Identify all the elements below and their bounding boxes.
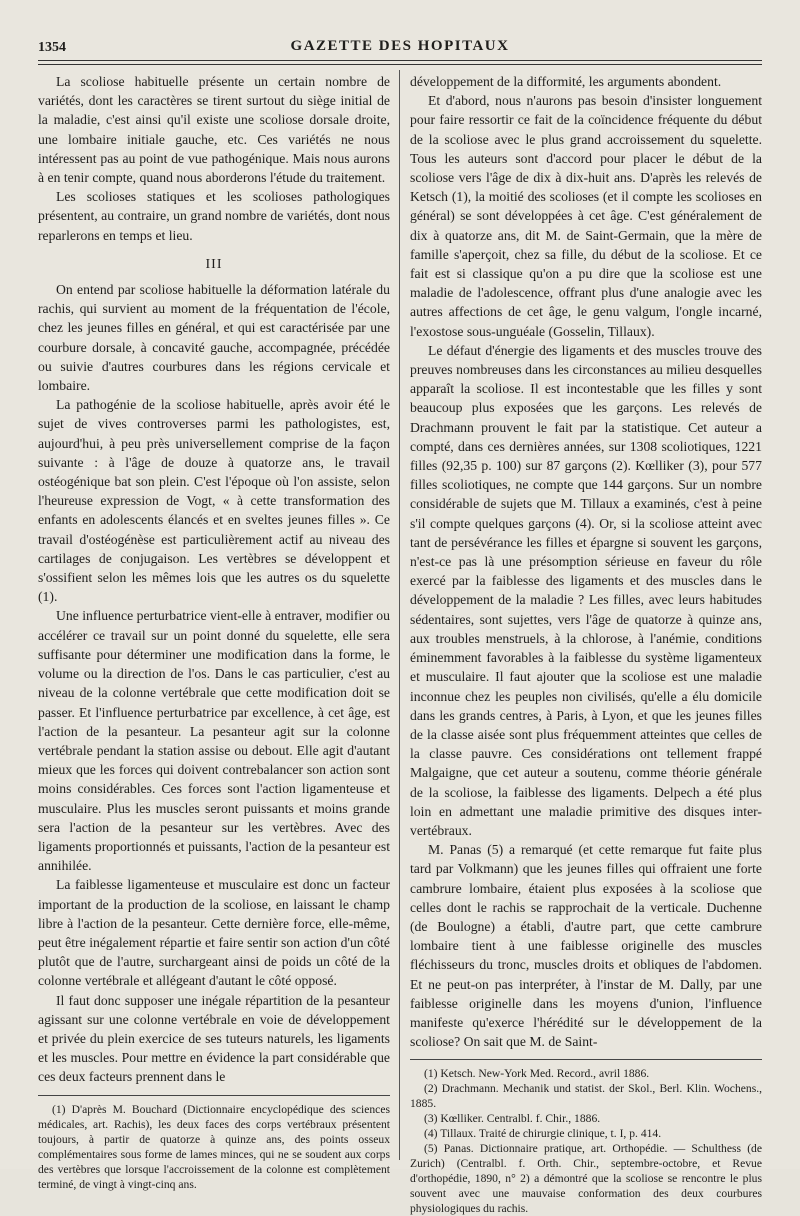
footnote: (1) Ketsch. New-York Med. Record., avril 1886. bbox=[424, 1067, 650, 1081]
paragraph: Une influence perturbatrice vient-elle à entraver, modifier ou accélérer ce travail sur un point donné du squelette, elle sera suffisante pour déterminer une modification dans la forme, le volume ou la direction de l'os. Dans le cas particulier, c'est au niveau de la colonne vertébrale que cette modification doit se passer. Et l'influence perturbatrice par excellence, à cet âge, est l'action de la pesanteur. La pesanteur agit sur la colonne vertébrale pendant la station assise ou debout. Elle agit d'autant mieux que les forces qui doivent contrebalancer son action sont moins considérables. Ces forces sont l'action ligamenteuse et musculaire. Plus les muscles seront puissants et moins grande sera l'action de la pesanteur sur les vertèbres. Avec des ligaments proportionnés et puissants, l'action de la pesanteur est annihilée. bbox=[38, 608, 390, 874]
paragraph: Les scolioses statiques et les scolioses pathologiques présentent, au contraire, un grand nombre de variétés, dont nous reparlerons en temps et lieu. bbox=[38, 189, 390, 243]
footnote: (2) Drachmann. Mechanik und statist. der Skol., Berl. Klin. Wochens., 1885. bbox=[410, 1082, 762, 1111]
paragraph: La faiblesse ligamenteuse et musculaire est donc un facteur important de la production de la scoliose, en laissant le champ libre à l'action de la pesanteur. Cette dernière force, elle-même, peut être inégalement répartie et faire sentir son action d'un côté plutôt que de l'autre, surchargeant ainsi de poids un côté de la colonne vertébrale et allégeant d'autant le côté opposé. bbox=[38, 877, 390, 989]
footnote: (1) D'après M. Bouchard (Dictionnaire encyclopédique des sciences médicales, art. Rachis), les deux faces des corps vertébraux présentent toujours, à partir de quatorze à quinze ans, des points osseux complémentaires sous forme de lames minces, qui ne se soudent aux corps des vertèbres que lorsque l'accroissement de la colonne est complètement terminé, de vingt à vingt-cinq ans. bbox=[38, 1102, 390, 1191]
footnote: (3) Kœlliker. Centralbl. f. Chir., 1886. bbox=[424, 1112, 601, 1126]
journal-title: GAZETTE DES HOPITAUX bbox=[290, 38, 510, 54]
paragraph: La pathogénie de la scoliose habituelle, après avoir été le sujet de vives controverses parmi les pathologistes, est, aujourd'hui, à peu près universellement comprise de la façon suivante : à l'âge de douze à quatorze ans, le travail ostéogénique bat son plein. C'est l'époque où l'on assiste, selon l'heureuse expression de Vogt, « à cette transformation des enfants en adolescents élancés et en sveltes jeunes filles ». Ce travail d'ostéogénèse est particulièrement actif au niveau des cartilages de conjugaison. Les vertèbres se développent et s'ossifient selon les mêmes lois que les autres os du squelette (1). bbox=[38, 397, 390, 605]
paragraph: La scoliose habituelle présente un certain nombre de variétés, dont les caractères se tirent surtout du siège initial de la maladie, c'est ainsi qu'il existe une scoliose dorsale droite, une lombaire initiale gauche, etc. Ces variétés ne nous intéressent pas au point de vue pathogénique. Mais nous aurons à en tenir compte, quand nous aborderons l'étude du traitement. bbox=[38, 74, 390, 186]
page-header bbox=[38, 34, 762, 58]
header-rule bbox=[38, 60, 762, 61]
paragraph: développement de la difformité, les arguments abondent. bbox=[410, 74, 722, 89]
section-heading: III bbox=[205, 256, 223, 272]
paragraph: On entend par scoliose habituelle la déformation latérale du rachis, qui survient au moment de la fréquentation de l'école, chez les jeunes filles en général, et qui est caractérisée par une courbure dorsale, à concavité gauche, accompagnée, précédée ou suivie d'autres courbures dans les régions cervicale et lombaire. bbox=[38, 282, 390, 394]
paragraph: M. Panas (5) a remarqué (et cette remarque fut faite plus tard par Volkmann) que les jeunes filles qui offraient une forte cambrure lombaire, étaient plus exposées à la scoliose que celles dont le rachis se rapprochait de la verticale. Duchenne (de Boulogne) a établi, d'autre part, que cette cambrure lombaire tient à une faiblesse originelle des muscles fléchisseurs du tronc, muscles droits et obliques de l'abdomen. Et ne peut-on pas interpréter, à l'instar de M. Dally, par une faiblesse originelle dans les moyens d'union, l'influence manifeste qu'exerce l'hérédité sur le développement de la scoliose? On sait que M. de Saint- bbox=[410, 842, 762, 1050]
footnote: (5) Panas. Dictionnaire pratique, art. Orthopédie. — Schulthess (de Zurich) (Centralbl. f. Orth. Chir., septembre-octobre, et Revue d'orthopédie, 1890, n° 2) a démontré que la scoliose se rencontre le plus souvent avec une mauvaise conformation des deux courbures physiologiques du rachis. bbox=[410, 1142, 762, 1216]
right-column bbox=[410, 72, 762, 1216]
footnote-rule bbox=[410, 1059, 762, 1060]
page-number: 1354 bbox=[38, 40, 66, 55]
header-rule-double bbox=[38, 64, 762, 65]
column-divider bbox=[399, 70, 400, 1160]
footnote-rule bbox=[38, 1095, 390, 1096]
paragraph: Et d'abord, nous n'aurons pas besoin d'insister longuement pour faire ressortir ce fait de la coïncidence fréquente du début de la scoliose avec le plus grand accroissement du squelette. Tous les auteurs sont d'accord pour placer le début de la scoliose vers l'âge de dix à dix-huit ans. D'après les relevés de Ketsch (1), la moitié des scolioses (et il compte les scolioses en général) se sont développées à cet âge. C'est généralement de dix à quatorze ans, dit M. de Saint-Germain, que la mère de famille s'aperçoit, chez sa fille, du début de la scoliose. Et ce fait est si classique qu'on a pu dire que la scoliose est une maladie de l'adolescence, offrant plus d'une analogie avec les autres affections de cet âge, le genu valgum, l'ongle incarné, l'exostose sous-unguéale (Gosselin, Tillaux). bbox=[410, 93, 762, 339]
left-column bbox=[38, 72, 390, 1192]
paragraph: Le défaut d'énergie des ligaments et des muscles trouve des preuves nombreuses dans les circonstances au milieu desquelles apparaît la scoliose. Il est incontestable que les filles y sont beaucoup plus exposées que les garçons. Les relevés de Drachmann prouvent le fait par la statistique. Cet auteur a compté, dans ces dernières années, sur 1308 scoliotiques, 1221 filles (92,35 p. 100) sur 87 garçons (2). Kœlliker (3), pour 577 filles scoliotiques, ne compte que 144 garçons. Sur un nombre considérable de sujets que M. Tillaux a examinés, c'est à peine s'il compte quelques garçons (4). Or, si la scoliose atteint avec tant de persévérance les filles et épargne si souvent les garçons, n'est-ce pas là une présomption sérieuse en faveur du rôle exercé par la faiblesse des ligaments et des muscles dans le développement de la maladie ? Les filles, avec leurs habitudes sédentaires, sont sujettes, vers l'âge de quatorze à quinze ans, aux troubles menstruels, à la chlorose, à l'anémie, conditions éminemment favorables à la faiblesse du système ligamenteux et musculaire. Il faut ajouter que la scoliose est une maladie inconnue chez les peuples non civilisés, qu'elle a élu domicile dans les grands centres, à Paris, à Lyon, et que les jeunes filles de la classe aisée sont plus fréquemment atteintes que celles de la classe pauvre. Ces considérations ont tellement frappé Malgaigne, que cet auteur a soutenu, comme théorie générale de la scoliose, la faiblesse des ligaments. Delpech a été plus loin en admettant une maladie primitive des disques inter-vertébraux. bbox=[410, 342, 762, 838]
paragraph: Il faut donc supposer une inégale répartition de la pesanteur agissant sur une colonne vertébrale en voie de développement et privée du plein exercice de ses tuteurs naturels, les ligaments et les muscles. Pour mettre en évidence la part considérable que ces deux facteurs prennent dans le bbox=[38, 992, 390, 1085]
footnote: (4) Tillaux. Traité de chirurgie clinique, t. I, p. 414. bbox=[424, 1127, 662, 1141]
